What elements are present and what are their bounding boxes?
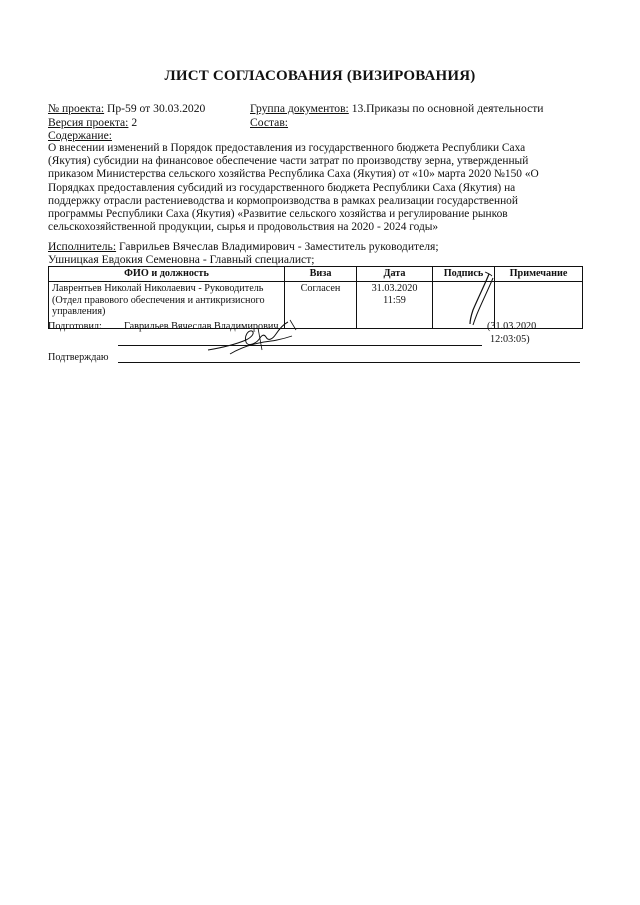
executor-value: Гаврильев Вячеслав Владимирович - Заместитель руководителя; <box>118 240 439 253</box>
fio-line: Лаврентьев Николай Николаевич - Руководитель <box>52 283 264 294</box>
date-line: 31.03.2020 <box>371 283 418 294</box>
content-line: сельскохозяйственной продукции, сырья и продовольствия на 2020 - 2024 годы» <box>48 221 439 234</box>
col-header-date: Дата <box>357 267 433 282</box>
col-header-signature: Подпись <box>433 267 495 282</box>
cell-date <box>357 282 433 329</box>
composition-field <box>250 116 288 130</box>
composition-label: Состав: <box>250 116 289 129</box>
col-header-fio: ФИО и должность <box>49 267 285 282</box>
doc-group-value: 13.Приказы по основной деятельности <box>351 102 544 115</box>
project-number-label: № проекта: <box>48 102 105 115</box>
confirm-label: Подтверждаю <box>48 352 109 363</box>
prepared-timestamp-time: 12:03:05) <box>490 334 530 345</box>
confirm-signature-line <box>118 362 580 363</box>
fio-line: управления) <box>52 306 106 317</box>
version-field <box>48 116 137 130</box>
version-value: 2 <box>131 116 138 129</box>
executor-line2: Ушницкая Евдокия Семеновна - Главный специалист; <box>48 253 315 266</box>
project-number-value: Пр-59 от 30.03.2020 <box>107 102 206 115</box>
content-text <box>48 142 588 234</box>
content-line: О внесении изменений в Порядок предоставления из государственного бюджета Республики Саха <box>48 142 526 154</box>
doc-group-field <box>250 102 544 116</box>
content-line: поддержку отрасли растениеводства и кормопроизводства в рамках реализации государственной <box>48 194 518 207</box>
prepared-timestamp-date: (31.03.2020 <box>487 321 537 332</box>
executor-label: Исполнитель: <box>48 240 117 253</box>
prepared-label: Подготовил: <box>48 321 102 332</box>
handwritten-signature-prepared <box>200 318 310 358</box>
content-label: Содержание: <box>48 129 112 142</box>
col-header-visa: Виза <box>285 267 357 282</box>
time-line: 11:59 <box>383 294 406 306</box>
cell-visa: Согласен <box>285 282 357 329</box>
content-line: Порядках предоставления субсидий из государственного бюджета Республики Саха (Якутия) на <box>48 181 516 194</box>
project-number-field <box>48 102 205 116</box>
content-line: (Якутия) субсидии на финансовое обеспечение части затрат по производству зерна, утвержденный <box>48 155 529 168</box>
document-title: ЛИСТ СОГЛАСОВАНИЯ (ВИЗИРОВАНИЯ) <box>164 68 476 84</box>
content-line: приказом Министерства сельского хозяйства Республика Саха (Якутия) от «10» марта 2020 №150 «О <box>48 168 539 181</box>
prepared-name: Гаврильев Вячеслав Владимирович <box>124 321 279 332</box>
doc-group-label: Группа документов: <box>250 102 349 115</box>
executor-field <box>48 240 439 254</box>
col-header-note: Примечание <box>495 267 583 282</box>
content-line: программы Республики Саха (Якутия) «Развитие сельского хозяйства и регулирование рынков <box>48 208 508 221</box>
content-field <box>48 129 112 143</box>
version-label: Версия проекта: <box>48 116 129 129</box>
fio-line: (Отдел правового обеспечения и антикризисного <box>52 294 265 306</box>
